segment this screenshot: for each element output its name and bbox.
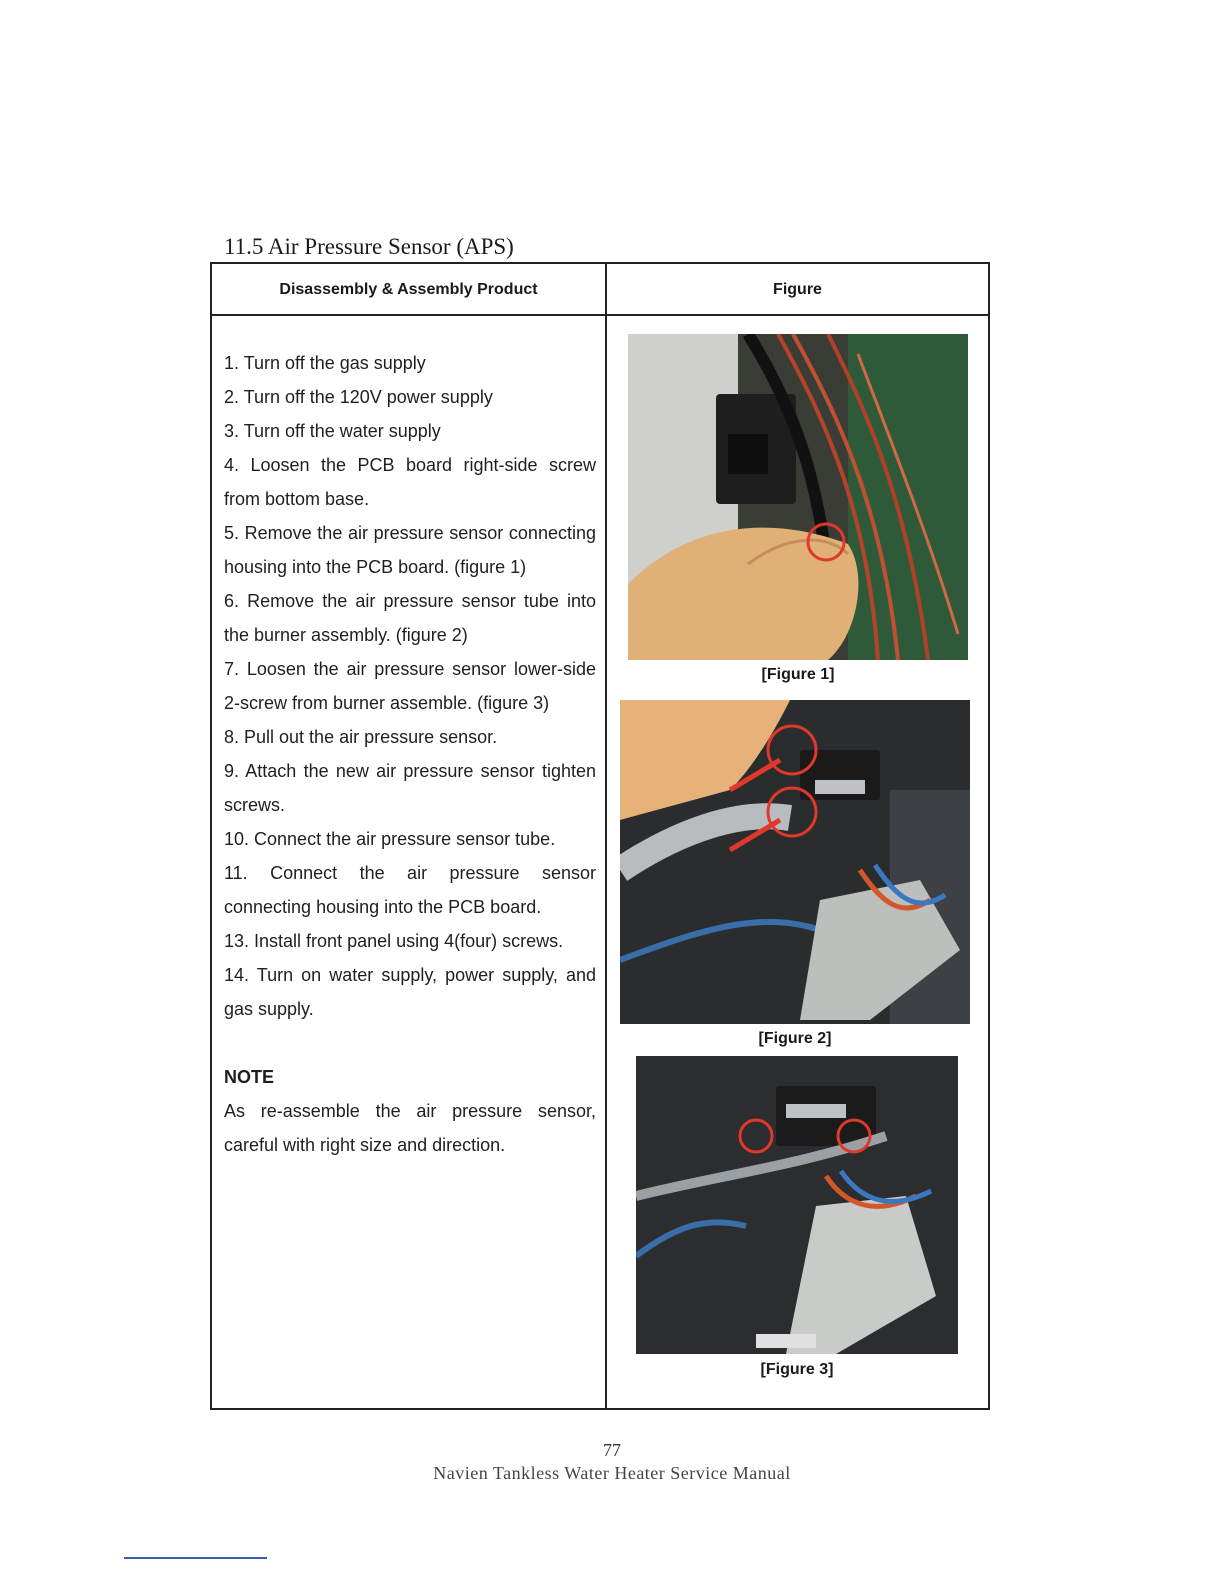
header-figure: Figure — [773, 281, 822, 298]
step-11: 11. Connect the air pressure sensor connecting housing into the PCB board. — [224, 863, 596, 917]
page-number: 77 — [603, 1440, 621, 1460]
table-header-row — [212, 264, 988, 316]
step-2: 2. Turn off the 120V power supply — [224, 387, 493, 407]
step-9: 9. Attach the new air pressure sensor tighten screws. — [224, 761, 596, 815]
footer-title: Navien Tankless Water Heater Service Manual — [433, 1463, 791, 1483]
step-10: 10. Connect the air pressure sensor tube. — [224, 829, 556, 849]
note-heading: NOTE — [224, 1067, 275, 1087]
note-text: As re-assemble the air pressure sensor, careful with right size and direction. — [224, 1101, 596, 1155]
step-5: 5. Remove the air pressure sensor connecting housing into the PCB board. (figure 1) — [224, 523, 596, 577]
step-8: 8. Pull out the air pressure sensor. — [224, 727, 498, 747]
steps-list — [224, 346, 596, 1162]
step-3: 3. Turn off the water supply — [224, 421, 441, 441]
figure-2-photo — [620, 700, 970, 1024]
figure-1-photo — [628, 334, 968, 660]
header-procedure: Disassembly & Assembly Product — [279, 281, 538, 298]
section-title: 11.5 Air Pressure Sensor (APS) — [224, 234, 514, 259]
step-7: 7. Loosen the air pressure sensor lower-side 2-screw from burner assemble. (figure 3) — [224, 659, 596, 713]
step-4: 4. Loosen the PCB board right-side screw from bottom base. — [224, 455, 596, 509]
footnote-rule — [124, 1557, 267, 1559]
column-divider — [605, 264, 607, 1408]
procedure-table — [210, 262, 990, 1410]
step-6: 6. Remove the air pressure sensor tube into the burner assembly. (figure 2) — [224, 591, 596, 645]
figure-1-caption: [Figure 1] — [761, 666, 835, 683]
step-14: 14. Turn on water supply, power supply, and gas supply. — [224, 965, 596, 1019]
figure-3-caption: [Figure 3] — [760, 1361, 834, 1378]
step-13: 13. Install front panel using 4(four) screws. — [224, 931, 564, 951]
step-1: 1. Turn off the gas supply — [224, 353, 426, 373]
figure-2-caption: [Figure 2] — [758, 1030, 832, 1047]
figure-3-photo — [636, 1056, 958, 1354]
